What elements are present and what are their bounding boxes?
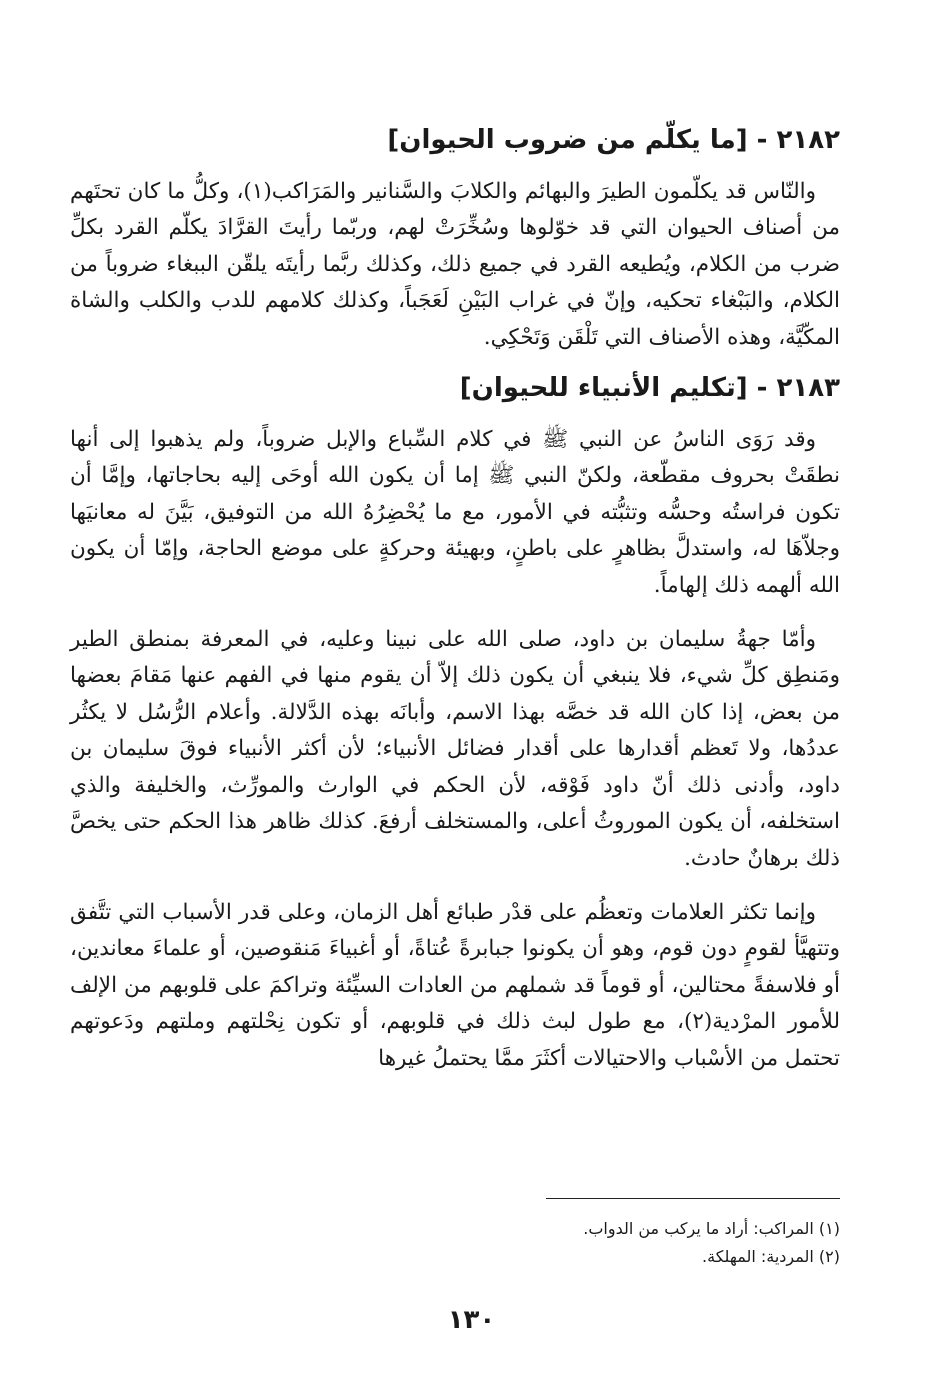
paragraph: والنّاس قد يكلّمون الطيرَ والبهائم والكلابَ والسَّنانير والمَرَاكب(١)، وكلُّ ما كان تحتَهم من أصناف الحيوان التي قد خوّلوها وسُخِّرَتْ لهم، وربّما رأيتَ القرَّادَ يكلّم القرد بكلِّ ضرب من الكلام، ويُطيعه القرد في جميع ذلك، وكذلك ربَّما رأيتَه يلقّن الببغاء ضروباً من الكلام، والبَبْغاء تحكيه، وإنّ في غراب البَيْنِ لَعَجَباً، وكذلك كلامهم للدب والكلب والشاة المكّيَّة، وهذه الأصناف التي تَلْقَن وَتَحْكِي. — [70, 179, 840, 350]
section-number: ٢١٨٢ - — [756, 125, 840, 155]
footnote-1: (١) المراكب: أراد ما يركب من الدواب. — [583, 1219, 840, 1238]
section-heading-2183 — [70, 366, 840, 410]
footnote-2: (٢) المردية: المهلكة. — [702, 1247, 840, 1266]
paragraph: وقد رَوَى الناسُ عن النبي ﷺ في كلام السِّباع والإبل ضروباً، ولم يذهبوا إلى أنها نطقَتْ بحروف مقطّعة، ولكنّ النبي ﷺ إما أن يكون الله أوحَى إليه بحاجاتها، وإمَّا أن تكون فراستُه وحسُّه وتثبُّته في الأمور، مع ما يُحْضِرُهُ الله من التوفيق، بَيَّنَ له معانيَها وجلاّهَا له، واستدلَّ بظاهرٍ على باطنٍ، وبهيئة وحركةٍ على موضع الحاجة، وإمّا أن يكون الله ألهمه ذلك إلهاماً. — [70, 427, 840, 598]
section-title: [ما يكلّم من ضروب الحيوان] — [387, 125, 748, 155]
paragraph: وإنما تكثر العلامات وتعظُم على قدْر طبائع أهل الزمان، وعلى قدر الأسباب التي تتَّفق وتتهيَّأ لقومٍ دون قوم، وهو أن يكونوا جبابرةً عُتاةً، أو أغبياءَ مَنقوصين، أو علماءَ معاندين، أو فلاسفةً محتالين، أو قوماً قد شملهم من العادات السيِّئة وتراكمَ على قلوبهم من الإلف للأمور المرْدية(٢)، مع طول لبث ذلك في قلوبهم، أو تكون نِحْلتهم وملتهم ودَعوتهم تحتمل من الأسْباب والاحتيالات أكثَرَ ممَّا يحتملُ غيرها — [70, 899, 840, 1071]
page-body — [70, 110, 840, 1077]
paragraph: وأمّا جهةُ سليمان بن داود، صلى الله على نبينا وعليه، في المعرفة بمنطق الطير ومَنطِق كلِّ شيء، فلا ينبغي أن يكون ذلك إلاّ أن يقوم منها في الفهم عنها مَقامَ بعضها من بعض، إذا كان الله قد خصَّه بهذا الاسم، وأبانَه بهذه الدَّلالة. وأعلام الرُّسُل لا يكثُر عددُها، ولا تَعظم أقدارها على أقدار فضائل الأنبياء؛ لأن أكثر الأنبياء فوقَ سليمان بن داود، وأدنى ذلك أنّ داود فَوْقه، لأن الحكم في الوارث والمورِّث، والخليفة والذي استخلفه، أن يكون الموروثُ أعلى، والمستخلف أرفعَ. كذلك ظاهر هذا الحكم حتى يخصَّ ذلك برهانٌ حادث. — [70, 627, 840, 871]
page-number: ١٣٠ — [447, 1305, 496, 1335]
footnote-separator — [546, 1198, 840, 1199]
section-heading-2182 — [70, 118, 840, 162]
section-number: ٢١٨٣ - — [756, 373, 840, 404]
section-title: [تكليم الأنبياء للحيوان] — [459, 373, 748, 404]
footnotes — [340, 1215, 840, 1271]
